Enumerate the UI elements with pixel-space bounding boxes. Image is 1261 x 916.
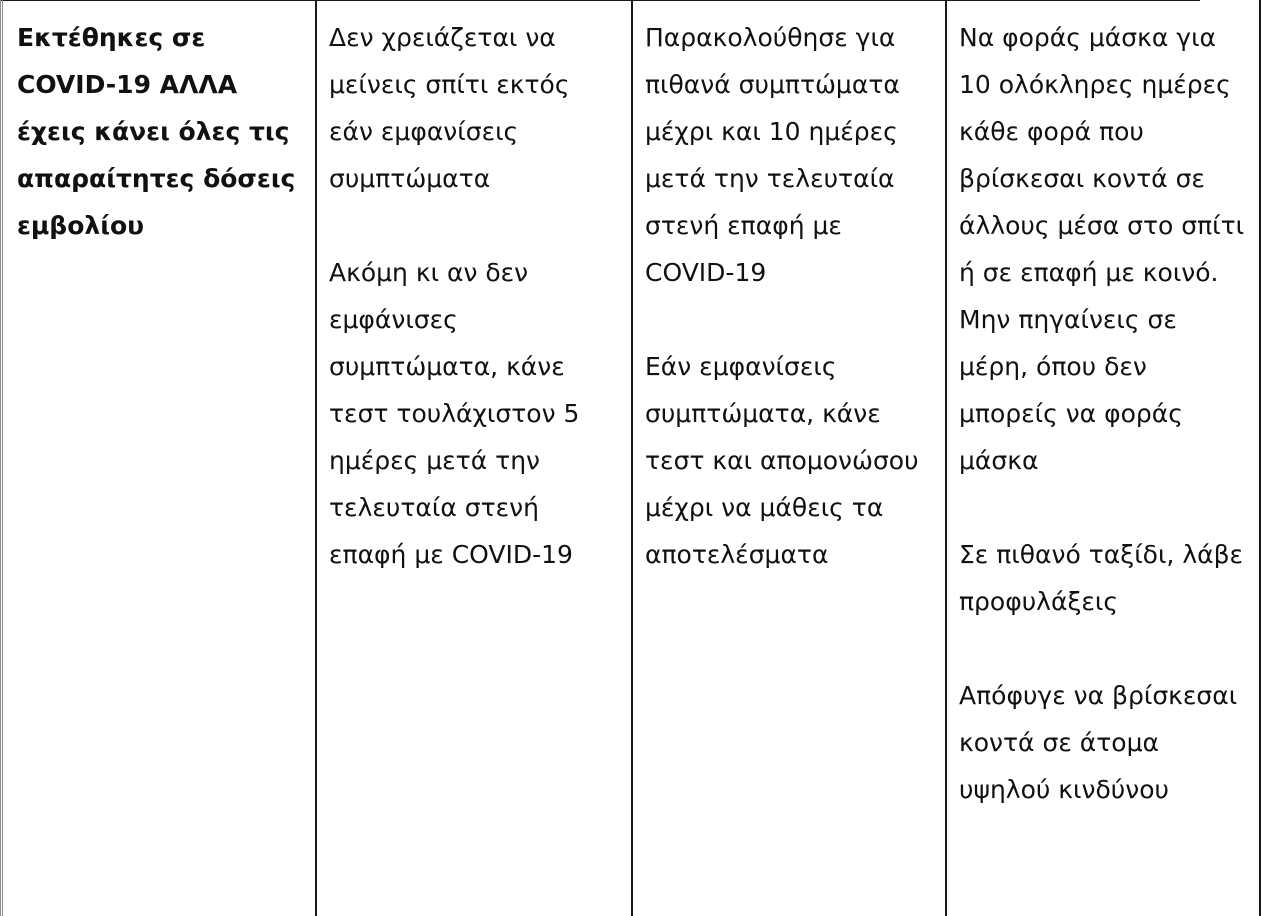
high-risk-text: Απόφυγε να βρίσκεσαι κοντά σε άτομα υψηλού κινδύνου (959, 681, 1238, 804)
testing-text: Ακόμη κι αν δεν εμφάνισες συμπτώματα, κάνε τεστ τουλάχιστον 5 ημέρες μετά την τελευταία στενή επαφή με COVID-19 (329, 258, 580, 569)
stay-home-cell (316, 0, 632, 916)
situation-cell (2, 0, 317, 916)
mask-text: Να φοράς μάσκα για 10 ολόκληρες ημέρες κάθε φορά που βρίσκεσαι κοντά σε άλλους μέσα στο σπίτι ή σε επαφή με κοινό. Μην πηγαίνεις σε μέρη, όπου δεν μπορείς να φοράς μάσκα (959, 23, 1245, 475)
monitor-cell (632, 0, 946, 916)
symptoms-text: Εάν εμφανίσεις συμπτώματα, κάνε τεστ και απομονώσου μέχρι να μάθεις τα αποτελέσματα (645, 352, 919, 569)
travel-text: Σε πιθανό ταξίδι, λάβε προφυλάξεις (959, 540, 1244, 616)
stay-home-text: Δεν χρειάζεται να μείνεις σπίτι εκτός εάν εμφανίσεις συμπτώματα (329, 23, 570, 193)
monitor-text: Παρακολούθησε για πιθανά συμπτώματα μέχρι και 10 ημέρες μετά την τελευταία στενή επαφή με COVID-19 (645, 23, 900, 287)
precautions-cell (946, 0, 1260, 916)
situation-text: Εκτέθηκες σε COVID-19 ΑΛΛΑ έχεις κάνει όλες τις απαραίτητες δόσεις εμβολίου (17, 23, 296, 240)
table-row (2, 0, 1261, 916)
